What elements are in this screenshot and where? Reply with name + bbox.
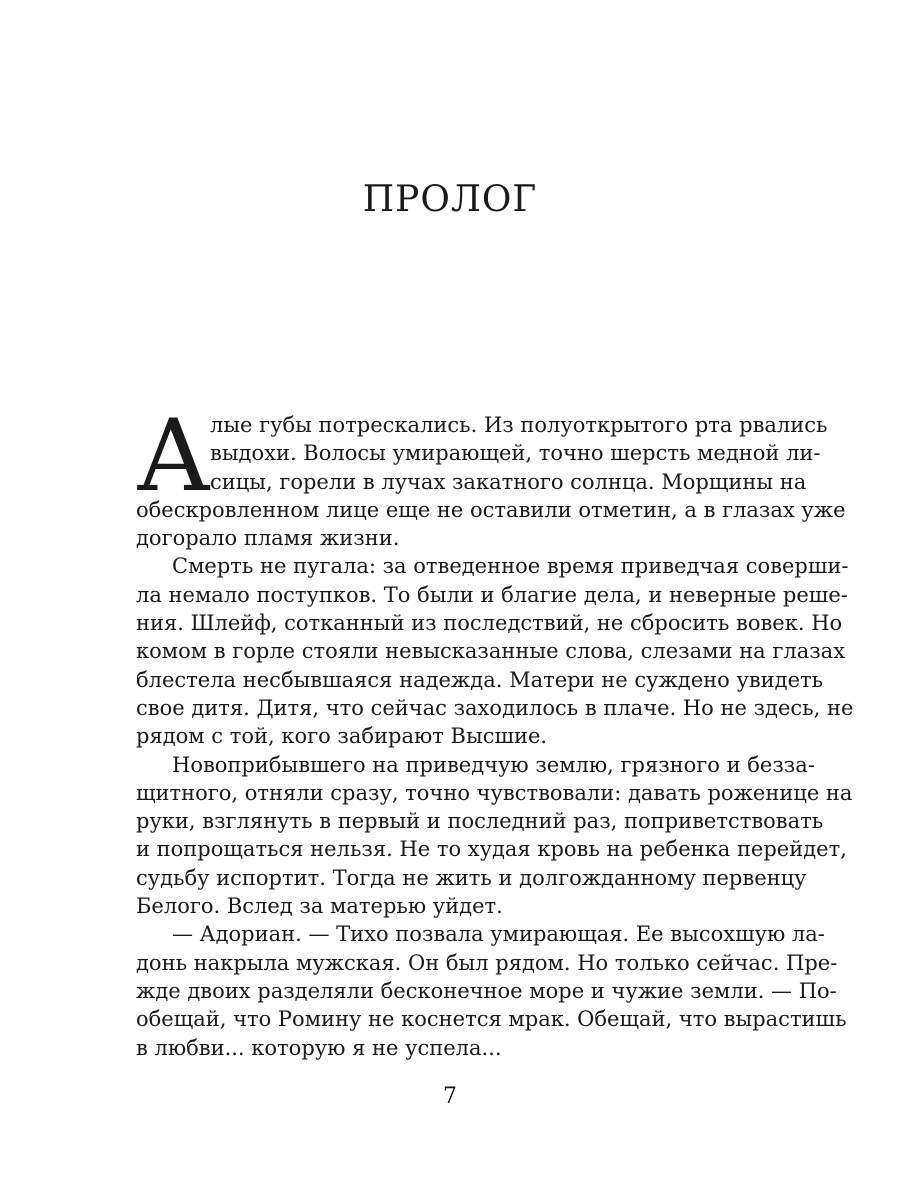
text-line: щитного, отняли сразу, точно чувствовали: давать роженице на <box>136 780 853 805</box>
text-line: — Адориан. — Тихо позвала умирающая. Ее высохшую ла- <box>172 922 825 947</box>
text-line: донь накрыла мужская. Он был рядом. Но только сейчас. Пре- <box>136 950 838 975</box>
body-text <box>136 399 854 1062</box>
text-line: руки, взглянуть в первый и последний раз, поприветствовать <box>136 809 824 834</box>
text-line: догорало пламя жизни. <box>136 526 400 551</box>
drop-cap: А <box>136 399 211 514</box>
text-line: Новоприбывшего на приведчую землю, грязного и безза- <box>172 752 815 777</box>
text-line: Смерть не пугала: за отведенное время приведчая соверши- <box>172 554 849 579</box>
text-line: выдохи. Волосы умирающей, точно шерсть медной ли- <box>210 441 821 466</box>
text-line: обескровленном лице еще не оставили отметин, а в глазах уже <box>136 497 846 522</box>
text-line: свое дитя. Дитя, что сейчас заходилось в плаче. Но не здесь, не <box>136 695 854 720</box>
text-line: комом в горле стояли невысказанные слова, слезами на глазах <box>136 639 846 664</box>
text-line: ла немало поступков. То были и благие дела, и неверные реше- <box>136 582 848 607</box>
text-line: блестела несбывшаяся надежда. Матери не суждено увидеть <box>136 667 824 692</box>
text-line: ния. Шлейф, сотканный из последствий, не сбросить вовек. Но <box>136 611 843 636</box>
chapter-title: ПРОЛОГ <box>362 179 538 220</box>
text-line: лые губы потрескались. Из полуоткрытого рта рвались <box>210 413 828 437</box>
text-line: обещай, что Ромину не коснется мрак. Обещай, что вырастишь <box>136 1007 847 1032</box>
text-line: и попрощаться нельзя. Не то худая кровь на ребенка перейдет, <box>136 837 847 862</box>
text-line: сицы, горели в лучах закатного солнца. Морщины на <box>210 469 807 494</box>
text-line: Белого. Вслед за матерью уйдет. <box>136 894 503 919</box>
text-line: в любви... которую я не успела... <box>136 1035 502 1060</box>
text-line: рядом с той, кого забирают Высшие. <box>136 724 548 749</box>
page-number: 7 <box>443 1084 457 1109</box>
text-line: судьбу испортит. Тогда не жить и долгожданному первенцу <box>136 865 807 890</box>
text-line: жде двоих разделяли бесконечное море и чужие земли. — По- <box>136 978 837 1003</box>
